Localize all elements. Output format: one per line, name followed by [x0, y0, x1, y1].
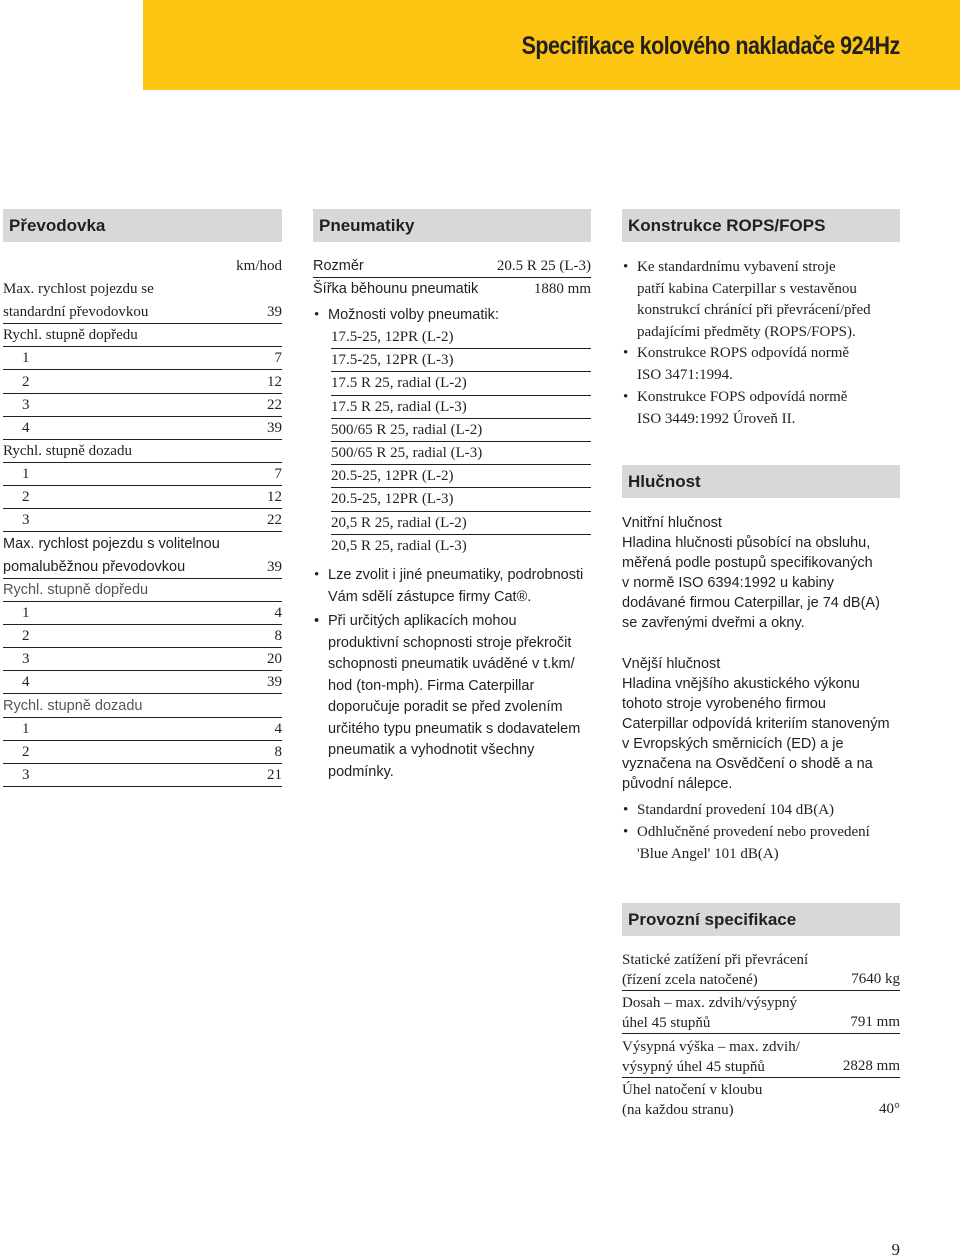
rops-bullet	[622, 387, 900, 430]
note-other-tires: • Lze zvolit i jiné pneumatiky, podrobnosti Vám sdělí zástupce firmy Cat®.	[313, 565, 591, 608]
gear-row	[3, 695, 282, 718]
rops-bullet-line: • Konstrukce ROPS odpovídá normě	[637, 345, 850, 361]
gear-row-value: 7	[274, 350, 282, 367]
tire-option: 17.5-25, 12PR (L-2)	[331, 326, 591, 349]
rops-bullet-line: padajícími předměty (ROPS/FOPS).	[637, 323, 856, 340]
outer-noise-line: vyznačena na Osvědčení o shodě a na	[622, 756, 873, 772]
provozni-label-line: úhel 45 stupňů	[622, 1015, 711, 1032]
gear-row-label: 3	[22, 512, 30, 529]
gear-row	[3, 394, 282, 417]
gear-row-value: 4	[274, 720, 282, 737]
inner-noise-line: měřená podle postupů specifikovaných	[622, 555, 873, 571]
gear-row-label: 1	[22, 604, 30, 621]
rozmer-row: Rozměr 20.5 R 25 (L-3)	[313, 255, 591, 278]
rops-bullet	[622, 257, 900, 343]
gear-row	[3, 671, 282, 694]
noise-standard-bullet: • Standardní provedení 104 dB(A)	[622, 800, 900, 822]
gear-row	[3, 417, 282, 440]
rops-bullet	[622, 343, 900, 386]
gear-row	[3, 602, 282, 625]
provozni-row-label	[622, 1080, 900, 1120]
outer-noise-title: Vnější hlučnost	[622, 656, 721, 672]
inner-noise-line: dodávané firmou Caterpillar, je 74 dB(A)	[622, 595, 880, 611]
note-tire-capacity	[313, 611, 591, 783]
gear-row	[3, 764, 282, 787]
gear-row-label: Max. rychlost pojezdu se	[3, 281, 154, 297]
gear-row-value: 20	[267, 651, 282, 668]
tire-option: 17.5 R 25, radial (L-3)	[331, 396, 591, 419]
gear-row-value: 8	[274, 628, 282, 645]
tire-option: 500/65 R 25, radial (L-3)	[331, 442, 591, 465]
tire-option: 20.5-25, 12PR (L-3)	[331, 488, 591, 511]
gear-row	[3, 324, 282, 347]
note-line: • Při určitých aplikacích mohou	[328, 613, 517, 629]
tire-option: 17.5 R 25, radial (L-2)	[331, 372, 591, 395]
rops-bullet-line: ISO 3449:1992 Úroveň II.	[637, 410, 796, 427]
inner-noise-title: Vnitřní hlučnost	[622, 515, 722, 531]
gear-row-label: 2	[22, 628, 30, 645]
rops-bullet-line: patří kabina Caterpillar s vestavěnou	[637, 280, 857, 297]
gear-row-label: pomaluběžnou převodovkou	[3, 558, 186, 575]
outer-noise-line: původní nálepce.	[622, 776, 733, 792]
note-line: hod (ton-mph). Firma Caterpillar	[328, 677, 535, 694]
gear-row-label: 3	[22, 651, 30, 668]
provozni-label-line: (řízení zcela natočené)	[622, 972, 758, 988]
gear-row-value: 12	[267, 489, 282, 506]
provozni-row	[622, 1037, 900, 1078]
gear-row-value: 4	[274, 604, 282, 621]
gear-row-label: 4	[22, 674, 30, 691]
gear-row-label: Max. rychlost pojezdu s volitelnou	[3, 535, 220, 552]
provozni-row-value: 791 mm	[850, 1014, 900, 1031]
provozni-row	[622, 950, 900, 991]
provozni-row-value: 7640 kg	[851, 971, 900, 987]
provozni-label-line: Dosah – max. zdvih/výsypný	[622, 995, 797, 1012]
gear-row-label: standardní převodovkou	[3, 304, 149, 321]
rops-bullet-line: • Konstrukce FOPS odpovídá normě	[637, 389, 848, 405]
page-number: 9	[891, 1240, 900, 1259]
provozni-row	[622, 993, 900, 1034]
gear-row-label: 1	[22, 720, 30, 737]
section-heading-pneumatiky: Pneumatiky	[313, 209, 591, 242]
gear-row	[3, 463, 282, 486]
page-title: Specifikace kolového nakladače 924Hz	[521, 32, 900, 60]
note-line: podmínky.	[328, 763, 394, 780]
outer-noise-line: v Evropských směrnicích (ED) a je	[622, 736, 844, 752]
provozni-label-line: Výsypná výška – max. zdvih/	[622, 1038, 800, 1055]
sirka-row: Šířka běhounu pneumatik 1880 mm	[313, 281, 591, 297]
note-line: určitého typu pneumatik s dodavatelem	[328, 720, 581, 737]
provozni-row	[622, 1080, 900, 1120]
gear-row-label: Rychl. stupně dopředu	[3, 327, 138, 344]
gear-row	[3, 718, 282, 741]
gear-row-value: 8	[274, 743, 282, 760]
outer-noise-paragraph	[622, 654, 900, 794]
section-heading-prevodovka: Převodovka	[3, 209, 282, 242]
inner-noise-line: se zavřenými dveřmi a okny.	[622, 615, 805, 631]
gear-row	[3, 625, 282, 648]
provozni-row-value: 40°	[879, 1100, 900, 1117]
tire-option: 17.5-25, 12PR (L-3)	[331, 349, 591, 372]
gear-row-value: 39	[267, 304, 282, 321]
gear-row	[3, 371, 282, 394]
pneumatiky-section	[313, 255, 591, 815]
gear-row	[3, 486, 282, 509]
gear-row-value: 39	[267, 419, 282, 436]
note-line: produktivní schopnosti stroje překročit	[328, 634, 572, 651]
section-heading-hlucnost: Hlučnost	[622, 465, 900, 498]
provozni-row-value: 2828 mm	[842, 1057, 900, 1074]
tire-option: 20,5 R 25, radial (L-3)	[331, 537, 467, 554]
provozni-label-line: výsypný úhel 45 stupňů	[622, 1058, 765, 1075]
gear-row	[3, 741, 282, 764]
gear-row-label: 3	[22, 396, 30, 413]
gear-row-value: 22	[267, 512, 282, 529]
gear-row-label: 1	[22, 350, 30, 367]
title-banner	[143, 0, 960, 90]
gear-row-label: 2	[22, 489, 30, 506]
gear-row-label: 4	[22, 419, 30, 436]
gear-row	[3, 509, 282, 532]
gear-row	[3, 533, 282, 556]
rops-bullet-line: konstrukcí chránící při převrácení/před	[637, 302, 871, 318]
gear-row-value: 21	[267, 766, 282, 783]
gear-row-label: 3	[22, 766, 30, 783]
outer-noise-line: tohoto stroje vyrobeného firmou	[622, 696, 826, 712]
section-heading-provozni: Provozní specifikace	[622, 903, 900, 936]
inner-noise-line: Hladina hlučnosti působící na obsluhu,	[622, 535, 871, 551]
provozni-label-line: Statické zatížení při převrácení	[622, 952, 809, 968]
gear-row-label: Rychl. stupně dozadu	[3, 442, 132, 459]
gear-row	[3, 347, 282, 370]
tire-option: 20,5 R 25, radial (L-2)	[331, 512, 591, 535]
outer-noise-line: Caterpillar odpovídá kriteriím stanoveným	[622, 716, 890, 732]
gear-row	[3, 579, 282, 602]
section-heading-rops: Konstrukce ROPS/FOPS	[622, 209, 900, 242]
gear-row	[3, 278, 282, 301]
tire-option: 500/65 R 25, radial (L-2)	[331, 419, 591, 442]
gear-row	[3, 440, 282, 463]
gear-row-value: 39	[267, 558, 282, 575]
note-line: pneumatik a vyhodnotit všechny	[328, 742, 535, 758]
gear-row-label: Rychl. stupně dozadu	[3, 697, 143, 714]
rops-bullet-line: • Ke standardnímu vybavení stroje	[637, 259, 836, 275]
outer-noise-line: Hladina vnějšího akustického výkonu	[622, 676, 860, 692]
gear-row	[3, 556, 282, 579]
inner-noise-paragraph	[622, 513, 900, 633]
gear-row-value: 39	[267, 674, 282, 691]
tire-option: 20.5-25, 12PR (L-2)	[331, 465, 591, 488]
gear-row-label: 1	[22, 466, 30, 483]
gear-row-value: 22	[267, 396, 282, 413]
gear-row	[3, 648, 282, 671]
gear-row-label: Rychl. stupně dopředu	[3, 581, 149, 598]
noise-quiet-bullet: • Odhlučněné provedení nebo provedení 'Blue Angel' 101 dB(A)	[622, 822, 900, 865]
gear-row-label: 2	[22, 743, 30, 760]
note-line: doporučuje poradit se před zvolením	[328, 699, 563, 715]
gear-row-value: 7	[274, 466, 282, 483]
unit-label: km/hod	[236, 258, 282, 274]
inner-noise-line: v normě ISO 6394:1992 u kabiny	[622, 575, 834, 591]
gear-row-value: 12	[267, 373, 282, 390]
rops-bullet-line: ISO 3471:1994.	[637, 366, 733, 383]
note-line: schopnosti pneumatik uváděné v t.km/	[328, 656, 575, 672]
provozni-label-line: Úhel natočení v kloubu	[622, 1081, 763, 1098]
gear-row	[3, 301, 282, 324]
moznosti-bullet: • Možnosti volby pneumatik:	[313, 305, 591, 327]
gear-row-label: 2	[22, 373, 30, 390]
provozni-label-line: (na každou stranu)	[622, 1101, 734, 1118]
